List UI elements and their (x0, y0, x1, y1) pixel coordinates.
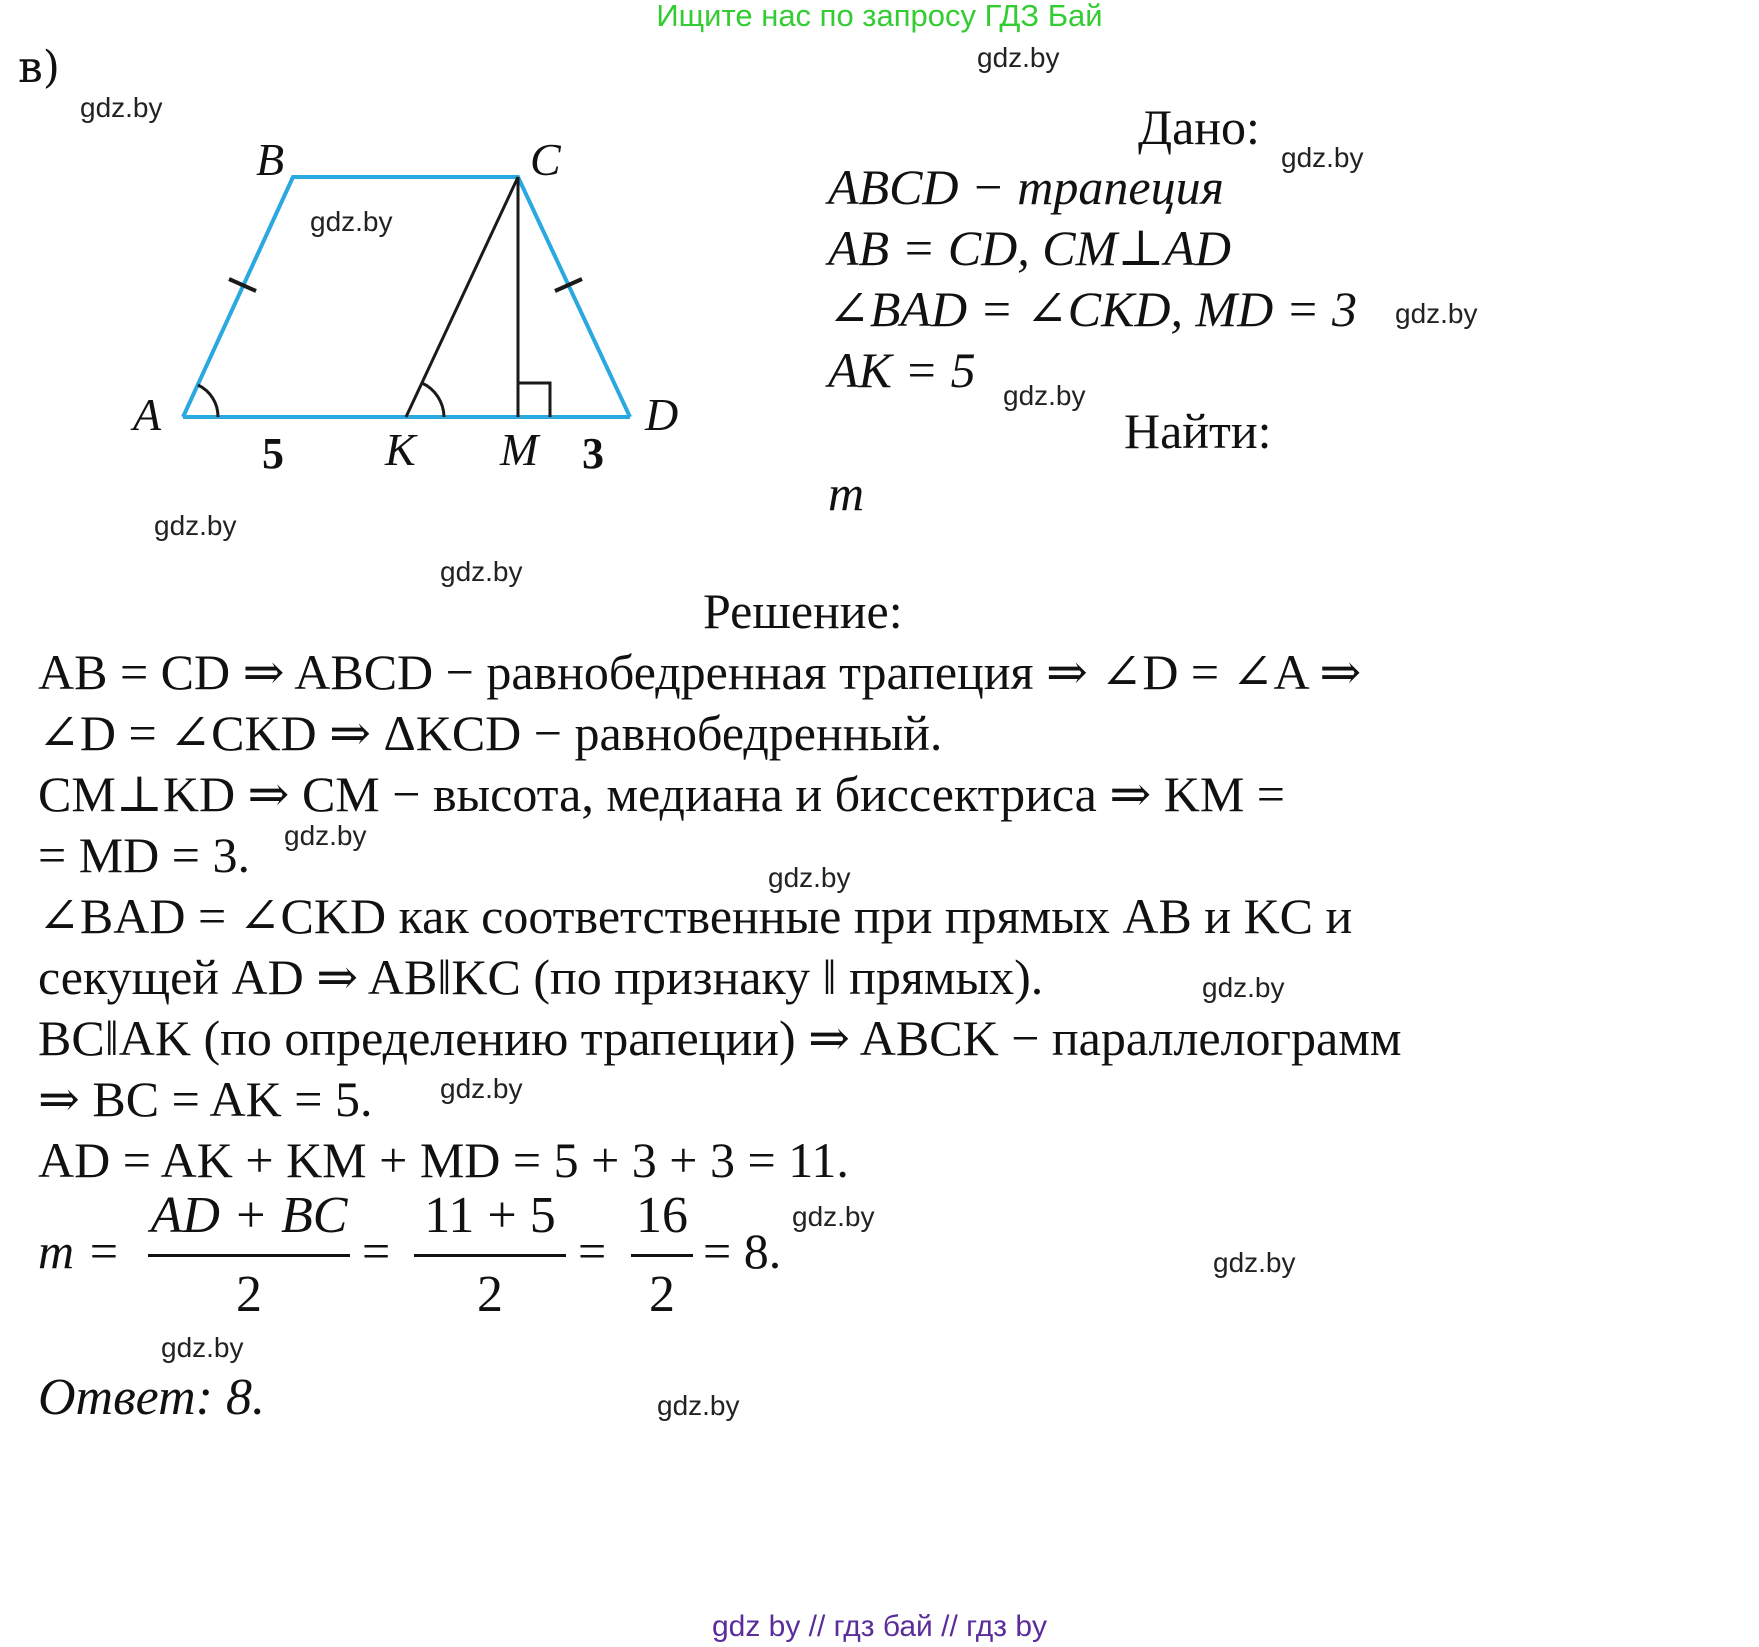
right-angle-mark (518, 383, 550, 417)
fraction-3-numerator: 16 (636, 1187, 688, 1244)
angle-arc-a (198, 385, 218, 417)
watermark: gdz.by (1213, 1247, 1296, 1278)
formula-equals: = (578, 1223, 607, 1279)
watermark: gdz.by (1395, 298, 1478, 329)
vertex-label-a: A (133, 389, 162, 440)
given-heading: Дано: (1138, 99, 1260, 155)
fraction-1-denominator: 2 (236, 1266, 262, 1323)
fraction-2-numerator: 11 + 5 (424, 1187, 556, 1244)
formula-equals: = (362, 1223, 391, 1279)
given-line: AK = 5 (828, 342, 976, 398)
watermark: gdz.by (977, 42, 1060, 73)
vertex-label-k: K (385, 424, 416, 475)
watermark: gdz.by (1003, 380, 1086, 411)
solution-line: ⇒ BC = AK = 5. (38, 1071, 373, 1127)
watermark: gdz.by (440, 1073, 523, 1104)
fraction-3 (631, 1186, 693, 1325)
length-label-ak: 5 (262, 429, 284, 478)
given-line: ∠BAD = ∠CKD, MD = 3 (828, 281, 1358, 337)
solution-line: AD = AK + KM + MD = 5 + 3 + 3 = 11. (38, 1132, 849, 1188)
solution-line: секущей AD ⇒ AB‖KC (по признаку ‖ прямых). (38, 949, 1044, 1005)
watermark: gdz.by (792, 1201, 875, 1232)
trapezoid-figure (0, 0, 760, 520)
watermark: gdz.by (657, 1390, 740, 1421)
given-line: ABCD − трапеция (828, 159, 1224, 215)
vertex-label-m: M (500, 424, 539, 475)
angle-arc-k (422, 383, 444, 417)
watermark: gdz.by (161, 1332, 244, 1363)
segment-ck (406, 177, 518, 417)
watermark: gdz.by (1281, 142, 1364, 173)
fraction-2-denominator: 2 (477, 1266, 503, 1323)
trapezoid-sides (183, 177, 630, 417)
solution-line: CM⊥KD ⇒ CM − высота, медиана и биссектриса ⇒ KM = (38, 766, 1285, 822)
watermark: gdz.by (440, 556, 523, 587)
watermark: gdz.by (768, 862, 851, 893)
find-heading: Найти: (1124, 403, 1272, 459)
vertex-label-d: D (645, 389, 679, 440)
fraction-1-numerator: AD + BC (150, 1187, 348, 1244)
part-label: в) (18, 42, 60, 93)
bottom-banner: gdz by // гдз бай // гдз by (711, 1610, 1048, 1643)
fraction-1-bar (148, 1254, 350, 1257)
solution-line: ∠BAD = ∠CKD как соответственные при прямых AB и KC и (38, 888, 1353, 944)
solution-line: = MD = 3. (38, 827, 250, 883)
formula-lhs: m = (38, 1223, 121, 1279)
vertex-label-b: B (256, 134, 285, 185)
vertex-label-c: C (530, 134, 561, 185)
watermark: gdz.by (284, 820, 367, 851)
solution-line: AB = CD ⇒ ABCD − равнобедренная трапеция ⇒ ∠D = ∠A ⇒ (38, 644, 1362, 700)
length-label-md: 3 (582, 429, 604, 478)
fraction-3-denominator: 2 (649, 1266, 675, 1323)
top-banner: Ищите нас по запросу ГДЗ Бай (656, 0, 1103, 33)
fraction-1 (148, 1186, 350, 1325)
find-value: m (828, 465, 865, 521)
given-line: AB = CD, CM⊥AD (828, 220, 1231, 276)
watermark: gdz.by (310, 206, 393, 237)
watermark: gdz.by (1202, 972, 1285, 1003)
fraction-2 (414, 1186, 566, 1325)
solution-heading: Решение: (703, 583, 903, 639)
answer: Ответ: 8. (38, 1369, 265, 1426)
watermark: gdz.by (80, 92, 163, 123)
formula-result: = 8. (703, 1223, 782, 1279)
solution-line: ∠D = ∠CKD ⇒ ΔKCD − равнобедренный. (38, 705, 943, 761)
solution-line: BC‖AK (по определению трапеции) ⇒ ABCK − параллелограмм (38, 1010, 1402, 1066)
fraction-3-bar (631, 1254, 693, 1257)
watermark: gdz.by (154, 510, 237, 541)
fraction-2-bar (414, 1254, 566, 1257)
